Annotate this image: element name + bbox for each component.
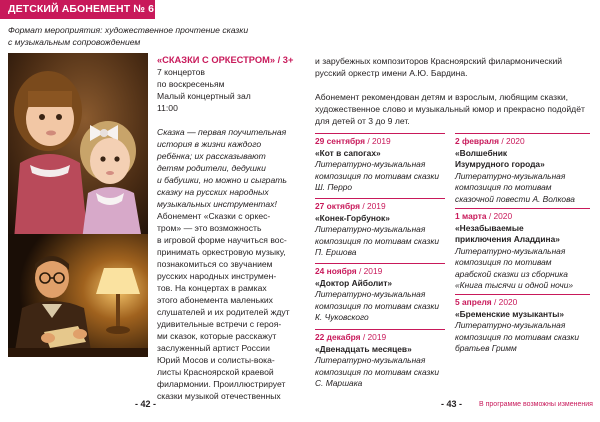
concert-description-line: С. Маршака <box>315 378 363 388</box>
quote-line: музыкальных инструментах! <box>157 199 277 209</box>
paragraph-gap <box>315 79 600 91</box>
quote-line: ребёнка; их рассказывают <box>157 151 266 161</box>
divider <box>315 133 445 134</box>
description-line: и зарубежных композиторов Красноярский филармонический <box>315 56 563 66</box>
concert-title: «Незабываемые <box>455 222 524 233</box>
concert-description-line: Ш. Перро <box>315 182 353 192</box>
description-line: заслуженный артист России <box>157 343 270 353</box>
description-line: удивительные встречи с героя- <box>157 319 282 329</box>
description-line: Юрий Мосов и солисты-вока- <box>157 355 275 365</box>
concert-date <box>315 332 439 344</box>
page-number-right: - 43 - <box>441 399 463 409</box>
event-format-line: с музыкальным сопровождением <box>8 37 141 47</box>
divider <box>315 263 445 264</box>
description-continued <box>315 55 600 127</box>
concert-description-line: Литературно-музыкальная <box>315 355 426 365</box>
recommendation-line: Абонемент рекомендован детям и взрослым, любящим сказки, <box>315 92 569 102</box>
concert-entry <box>455 211 573 292</box>
concert-date <box>455 136 575 148</box>
divider <box>455 208 590 209</box>
concert-entry <box>455 136 575 205</box>
concert-description-line: Литературно-музыкальная <box>315 224 426 234</box>
description <box>157 210 307 402</box>
concert-title: «Доктор Айболит» <box>315 277 393 288</box>
description-line: Абонемент «Сказки с оркес- <box>157 211 271 221</box>
description-line: в игровой форме научиться вос- <box>157 235 287 245</box>
description-line: русских народных инструмен- <box>157 271 277 281</box>
divider <box>455 133 590 134</box>
event-info-line: Малый концертный зал <box>157 91 251 101</box>
quote-line: детям родители, дедушки <box>157 163 266 173</box>
concert-entry <box>315 201 439 259</box>
event-format-line: Формат мероприятия: художественное прочтение сказки <box>8 25 249 35</box>
concert-year: / 2020 <box>491 297 518 307</box>
header-banner <box>0 0 155 19</box>
concert-description-line: Литературно-музыкальная <box>455 245 566 256</box>
recommendation-line: для детей от 3 до 9 лет. <box>315 116 410 126</box>
concert-description-line: К. Чуковского <box>315 312 369 322</box>
concert-year: / 2019 <box>360 332 387 342</box>
concert-description <box>315 224 439 259</box>
concert-description <box>315 159 439 194</box>
concert-day: 22 декабря <box>315 332 361 342</box>
page-number-left: - 42 - <box>135 399 157 409</box>
concert-day: 2 февраля <box>455 136 499 146</box>
description-line: слушателей и их родителей ждут <box>157 307 290 317</box>
concert-year: / 2020 <box>499 136 525 146</box>
concert-date <box>455 211 573 223</box>
concert-description-line: Литературно-музыкальная <box>315 159 426 169</box>
description-line: познакомиться со звучанием <box>157 259 273 269</box>
divider <box>455 294 590 295</box>
concert-date <box>315 136 439 148</box>
concert-description-line: сказочной повести А. Волкова <box>455 193 575 204</box>
concert-description <box>315 289 439 324</box>
recommendation-line: художественное слово и музыкальный юмор и прекрасно подойдёт <box>315 104 585 114</box>
description-line: принимать оркестровую музыку, <box>157 247 286 257</box>
concert-description-line: композиция по мотивам сказки <box>315 235 439 246</box>
concert-description-line: композиция по мотивам сказки <box>315 366 439 377</box>
divider <box>315 329 445 330</box>
header-title: ДЕТСКИЙ АБОНЕМЕНТ № 6 <box>8 3 155 15</box>
children-photo <box>8 53 148 240</box>
concert-year: / 2019 <box>365 136 391 146</box>
concert-title: «Бременские музыканты» <box>455 308 565 319</box>
event-info-line: 11:00 <box>157 103 178 113</box>
quote-line: сказку на русских народных <box>157 187 269 197</box>
event-title: «СКАЗКИ С ОРКЕСТРОМ» / 3+ <box>157 55 294 65</box>
concert-year: / 2019 <box>360 201 386 211</box>
concert-description-line: П. Ершова <box>315 247 357 257</box>
concert-description-line: Литературно-музыкальная <box>455 170 566 181</box>
concert-description-line: «Книга тысячи и одной ночи» <box>455 280 574 290</box>
quote-line: Сказка — первая поучительная <box>157 127 287 137</box>
changes-note: В программе возможны изменения <box>479 401 593 408</box>
concert-entry <box>315 266 439 324</box>
concert-day: 29 сентября <box>315 136 366 146</box>
concert-title: приключения Аладдина» <box>455 234 560 244</box>
concert-description-line: арабской сказки из сборника <box>455 268 568 279</box>
concert-date <box>315 201 439 213</box>
concert-day: 5 апреля <box>455 297 492 307</box>
description-line: сказки музыкой отечественных <box>157 391 281 401</box>
concert-title: «Конек-Горбунок» <box>315 212 390 223</box>
storyteller-photo <box>8 234 148 357</box>
concert-title: Изумрудного города» <box>455 159 545 169</box>
concert-entry <box>315 136 439 194</box>
concert-description-line: Литературно-музыкальная <box>315 289 426 299</box>
quote-line: и бабушки, но можно и сыграть <box>157 175 287 185</box>
concert-title: «Двенадцать месяцев» <box>315 343 412 354</box>
description-line: русский оркестр имени А.Ю. Бардина. <box>315 68 468 78</box>
concert-description-line: композиция по мотивам сказки <box>315 170 439 181</box>
concert-description-line: Литературно-музыкальная <box>455 320 566 330</box>
concert-year: / 2020 <box>486 211 513 221</box>
concert-description <box>455 171 575 206</box>
concert-day: 24 ноября <box>315 266 357 276</box>
concert-date <box>455 297 579 309</box>
concert-day: 1 марта <box>455 211 487 221</box>
description-line: этого абонемента маленьких <box>157 295 273 305</box>
quote-line: история в жизни каждого <box>157 139 262 149</box>
concert-description-line: композиция по мотивам сказки <box>315 300 439 311</box>
divider <box>315 198 445 199</box>
description-line: тром» — это возможность <box>157 223 262 233</box>
concert-entry <box>315 332 439 390</box>
concert-title: «Кот в сапогах» <box>315 147 381 158</box>
concert-description <box>315 355 439 390</box>
concert-year: / 2019 <box>356 266 383 276</box>
concert-title: «Волшебник <box>455 147 508 158</box>
concert-description-line: братьев Гримм <box>455 343 517 353</box>
event-info <box>157 66 251 114</box>
event-info-line: по воскресеньям <box>157 79 225 89</box>
concert-day: 27 октября <box>315 201 361 211</box>
concert-description-line: композиция по мотивам <box>455 257 552 267</box>
description-line: тов. На концертах в рамках <box>157 283 267 293</box>
description-line: ми сказок, которые расскажут <box>157 331 277 341</box>
description-line: листы Красноярской краевой <box>157 367 274 377</box>
description-line: филармонии. Проиллюстрирует <box>157 379 286 389</box>
concert-description-line: композиция по мотивам <box>455 182 552 192</box>
concert-date <box>315 266 439 278</box>
event-info-line: 7 концертов <box>157 67 205 77</box>
concert-description <box>455 320 579 355</box>
concert-entry <box>455 297 579 355</box>
concert-description-line: композиция по мотивам сказки <box>455 331 579 342</box>
concert-description <box>455 246 573 292</box>
intro-quote <box>157 126 307 210</box>
event-format <box>8 24 308 48</box>
